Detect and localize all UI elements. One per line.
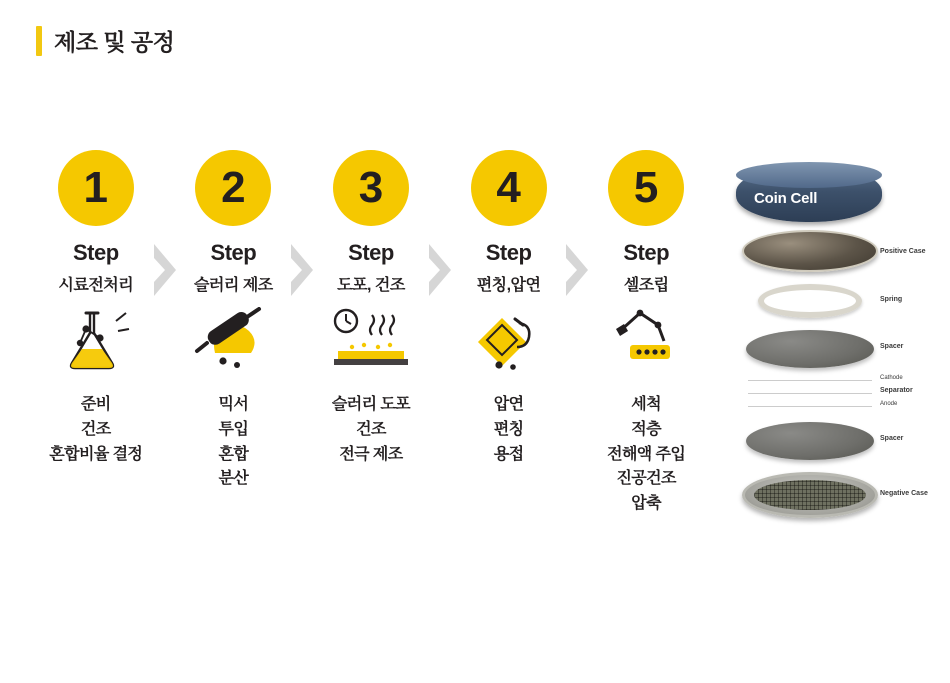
step-1-number: 1 bbox=[58, 150, 134, 226]
separator-label: Separator bbox=[880, 387, 913, 394]
spring-label: Spring bbox=[880, 296, 903, 303]
step-5-name: 셀조립 bbox=[623, 277, 669, 294]
step-2[interactable] bbox=[184, 150, 284, 492]
step-4-name: 편칭,압연 bbox=[476, 277, 541, 294]
step-2-name: 슬러리 제조 bbox=[194, 277, 273, 294]
step-2-task-4: 분산 bbox=[218, 470, 249, 488]
step-3-icon-box bbox=[328, 305, 414, 375]
step-2-step-word: Step bbox=[210, 240, 257, 265]
chevron-1-icon bbox=[146, 150, 184, 350]
step-4-tasks bbox=[494, 393, 524, 467]
step-4-icon-box bbox=[469, 305, 549, 375]
step-1-name: 시료전처리 bbox=[58, 277, 134, 294]
step-2-task-3: 혼합 bbox=[218, 445, 249, 463]
step-4-task-1: 압연 bbox=[493, 396, 524, 413]
step-1-tasks bbox=[49, 393, 142, 467]
coin-cell-title: Coin Cell bbox=[754, 190, 818, 207]
step-3-tasks bbox=[332, 393, 410, 467]
rolling-pin-icon bbox=[193, 307, 273, 373]
step-4-number: 4 bbox=[471, 150, 547, 226]
header-accent-bar bbox=[36, 26, 42, 56]
spacer-bottom-disc bbox=[746, 422, 874, 460]
step-3-task-3: 전극 제조 bbox=[339, 445, 403, 463]
step-2-tasks bbox=[219, 393, 249, 492]
process-steps bbox=[46, 150, 696, 517]
anode-label: Anode bbox=[880, 401, 898, 407]
cathode-line bbox=[748, 380, 872, 381]
step-3-number: 3 bbox=[333, 150, 409, 226]
spring-ring bbox=[758, 284, 862, 318]
step-5-icon-box bbox=[606, 305, 686, 375]
coin-cell-diagram bbox=[728, 160, 928, 530]
positive-case-disc bbox=[742, 230, 878, 272]
step-1[interactable] bbox=[46, 150, 146, 467]
negative-case-mesh bbox=[754, 480, 866, 510]
step-3-name: 도포, 건조 bbox=[337, 277, 405, 294]
drying-oven-icon bbox=[328, 307, 414, 373]
spacer-top-label: Spacer bbox=[880, 343, 904, 350]
step-4-step-word: Step bbox=[485, 240, 532, 265]
press-punch-icon bbox=[469, 307, 549, 373]
separator-line bbox=[748, 393, 872, 394]
spacer-bottom-label: Spacer bbox=[880, 435, 904, 442]
cathode-label: Cathode bbox=[880, 375, 903, 381]
step-3-task-1: 슬러리 도포 bbox=[331, 396, 411, 413]
page-header bbox=[36, 24, 174, 57]
step-3-step-word: Step bbox=[348, 240, 394, 265]
step-1-task-1: 준비 bbox=[80, 396, 111, 413]
step-1-task-2: 건조 bbox=[80, 420, 111, 438]
step-2-number: 2 bbox=[195, 150, 271, 226]
page-title: 제조 및 공정 bbox=[54, 29, 175, 55]
chevron-2-icon bbox=[283, 150, 321, 350]
robot-arm-icon bbox=[606, 307, 686, 373]
step-5-task-1: 세척 bbox=[631, 396, 662, 413]
flask-icon bbox=[56, 307, 136, 373]
step-4[interactable] bbox=[459, 150, 559, 467]
step-2-icon-box bbox=[193, 305, 273, 375]
step-3-task-2: 건조 bbox=[356, 420, 386, 438]
step-2-task-2: 투입 bbox=[218, 420, 249, 438]
step-5-task-5: 압축 bbox=[631, 495, 662, 513]
step-1-task-3: 혼합비율 결정 bbox=[49, 445, 143, 463]
step-5[interactable] bbox=[596, 150, 696, 517]
step-2-task-1: 믹서 bbox=[218, 396, 249, 413]
step-5-task-2: 적층 bbox=[631, 420, 662, 438]
step-4-task-2: 편칭 bbox=[493, 420, 524, 438]
step-5-task-3: 전해액 주입 bbox=[607, 445, 686, 463]
anode-line bbox=[748, 406, 872, 407]
step-1-step-word: Step bbox=[72, 240, 119, 265]
step-5-tasks bbox=[607, 393, 685, 517]
step-5-step-word: Step bbox=[623, 240, 670, 265]
negative-case-label: Negative Case bbox=[880, 490, 928, 497]
chevron-4-icon bbox=[558, 150, 596, 350]
spacer-top-disc bbox=[746, 330, 874, 368]
step-3[interactable] bbox=[321, 150, 421, 467]
step-1-icon-box bbox=[56, 305, 136, 375]
positive-case-label: Positive Case bbox=[880, 248, 926, 255]
step-5-number: 5 bbox=[608, 150, 684, 226]
step-4-task-3: 용접 bbox=[493, 445, 524, 463]
coin-cell-cap-top bbox=[736, 162, 882, 188]
step-5-task-4: 진공건조 bbox=[616, 470, 676, 488]
chevron-3-icon bbox=[421, 150, 459, 350]
